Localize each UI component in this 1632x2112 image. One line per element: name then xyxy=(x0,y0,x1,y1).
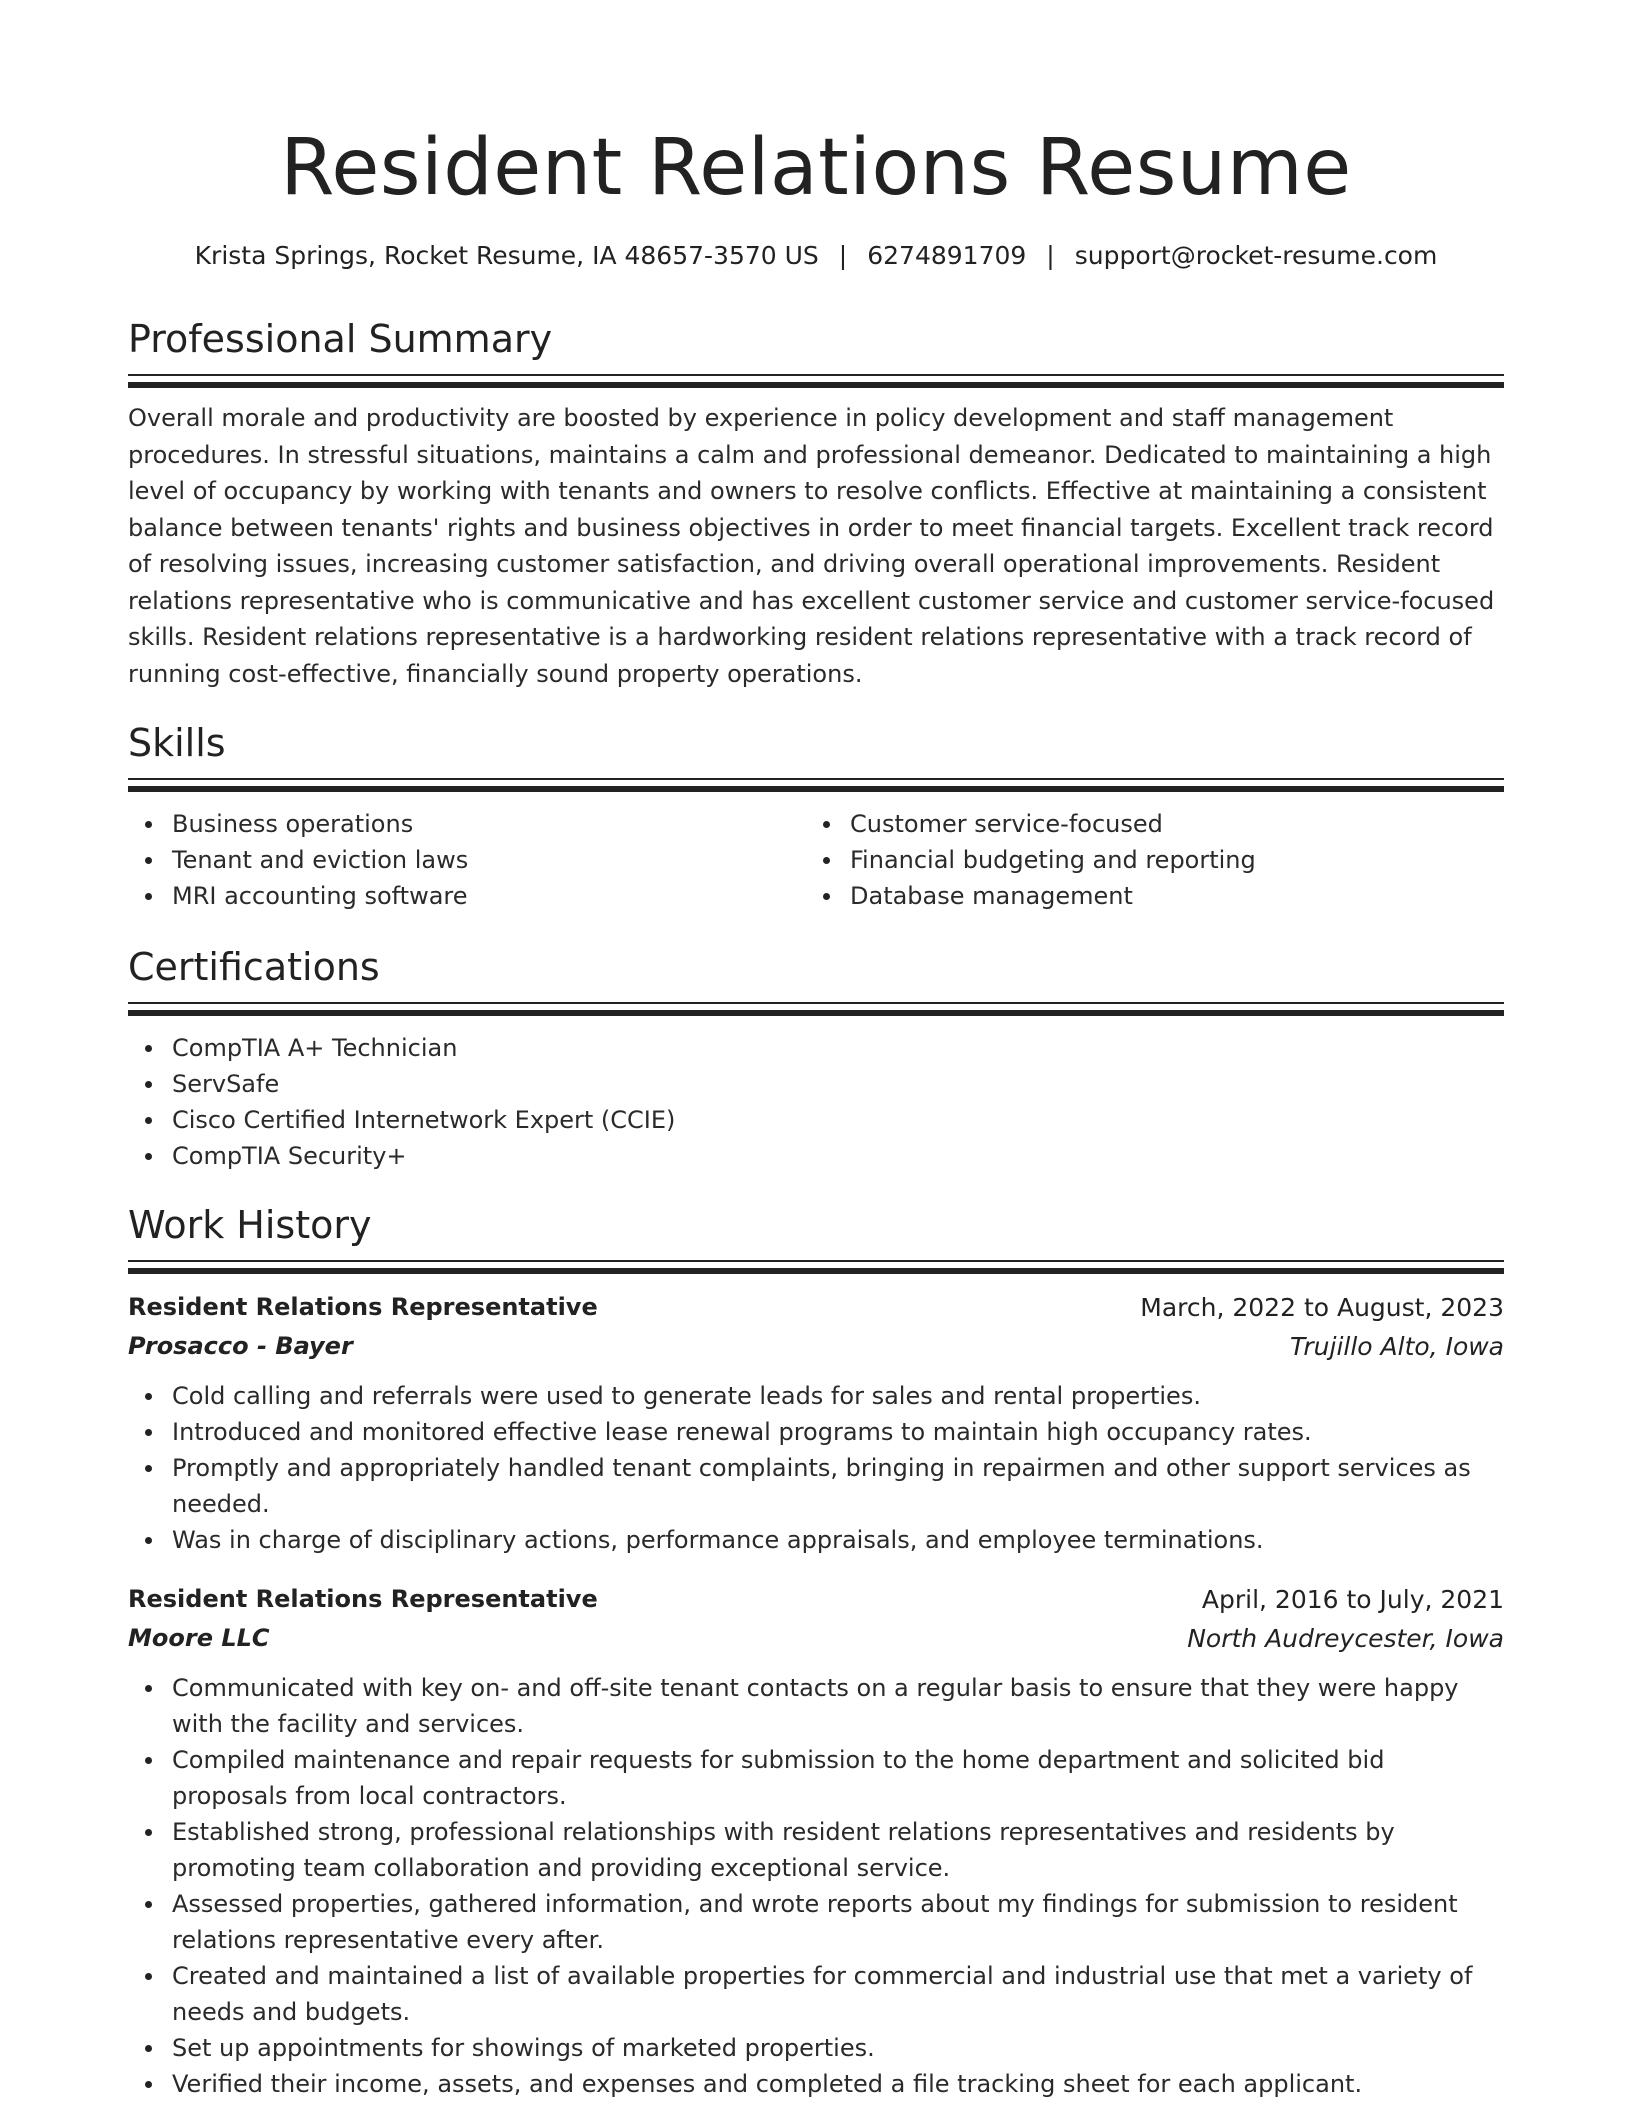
job-duty-item: Verified their income, assets, and expenses and completed a file tracking sheet for each applicant. xyxy=(172,2066,1504,2102)
certification-item: CompTIA Security+ xyxy=(172,1138,1504,1174)
job-duty-item: Set up appointments for showings of marketed properties. xyxy=(172,2030,1504,2066)
section-divider xyxy=(128,374,1504,376)
section-heading-skills: Skills xyxy=(128,721,226,765)
job-entry xyxy=(128,1288,1504,1558)
section-divider xyxy=(128,382,1504,388)
skills-list-right xyxy=(806,806,1484,914)
job-header xyxy=(128,1580,1504,1619)
contact-separator: | xyxy=(1046,241,1055,270)
job-duty-item: Assessed properties, gathered information, and wrote reports about my findings for submission to resident relations representative every after. xyxy=(172,1886,1504,1958)
skill-item: Financial budgeting and reporting xyxy=(850,842,1484,878)
job-duty-item: Communicated with key on- and off-site tenant contacts on a regular basis to ensure that they were happy with the facility and services. xyxy=(172,1670,1504,1742)
section-divider xyxy=(128,1002,1504,1004)
resume-title: Resident Relations Resume xyxy=(280,123,1352,213)
job-duty-item: Compiled maintenance and repair requests for submission to the home department and solicited bid proposals from local contractors. xyxy=(172,1742,1504,1814)
job-duty-item: Established strong, professional relationships with resident relations representatives and residents by promoting team collaboration and providing exceptional service. xyxy=(172,1814,1504,1886)
certifications-list xyxy=(128,1030,1504,1174)
job-subheader xyxy=(128,1619,1504,1658)
job-company: Moore LLC xyxy=(128,1624,270,1652)
job-duty-item: Cold calling and referrals were used to generate leads for sales and rental properties. xyxy=(172,1378,1504,1414)
certification-item: ServSafe xyxy=(172,1066,1504,1102)
certifications-section xyxy=(128,942,1504,1174)
skills-section xyxy=(128,718,1504,914)
job-title: Resident Relations Representative xyxy=(128,1293,598,1321)
section-heading-work-history: Work History xyxy=(128,1203,372,1247)
certification-item: CompTIA A+ Technician xyxy=(172,1030,1504,1066)
section-heading-summary: Professional Summary xyxy=(128,317,553,361)
job-location: North Audreycester, Iowa xyxy=(1187,1624,1504,1653)
work-history-section xyxy=(128,1200,1504,2102)
contact-line xyxy=(128,236,1504,276)
job-duty-item: Was in charge of disciplinary actions, performance appraisals, and employee terminations. xyxy=(172,1522,1504,1558)
skill-item: Database management xyxy=(850,878,1484,914)
job-company: Prosacco - Bayer xyxy=(128,1332,353,1360)
skill-item: Customer service-focused xyxy=(850,806,1484,842)
job-duty-item: Created and maintained a list of available properties for commercial and industrial use that met a variety of needs and budgets. xyxy=(172,1958,1504,2030)
job-dates: April, 2016 to July, 2021 xyxy=(1201,1585,1504,1614)
summary-section xyxy=(128,314,1504,692)
job-entry xyxy=(128,1580,1504,2102)
section-heading-certifications: Certifications xyxy=(128,945,380,989)
contact-address: Krista Springs, Rocket Resume, IA 48657-3570 US xyxy=(194,241,819,270)
job-header xyxy=(128,1288,1504,1327)
job-dates: March, 2022 to August, 2023 xyxy=(1140,1293,1504,1322)
skill-item: Business operations xyxy=(172,806,806,842)
contact-phone: 6274891709 xyxy=(867,241,1027,270)
job-duty-item: Introduced and monitored effective lease renewal programs to maintain high occupancy rates. xyxy=(172,1414,1504,1450)
skill-item: MRI accounting software xyxy=(172,878,806,914)
section-divider xyxy=(128,778,1504,780)
section-divider xyxy=(128,1010,1504,1016)
job-subheader xyxy=(128,1327,1504,1366)
section-divider xyxy=(128,1268,1504,1274)
contact-separator: | xyxy=(838,241,848,270)
certification-item: Cisco Certified Internetwork Expert (CCIE) xyxy=(172,1102,1504,1138)
job-location: Trujillo Alto, Iowa xyxy=(1290,1332,1504,1361)
job-duties-list xyxy=(128,1670,1504,2102)
skill-item: Tenant and eviction laws xyxy=(172,842,806,878)
skills-columns xyxy=(128,792,1504,914)
job-duties-list xyxy=(128,1378,1504,1558)
section-divider xyxy=(128,1260,1504,1262)
summary-text: Overall morale and productivity are boosted by experience in policy development and staff management procedures. In stressful situations, maintains a calm and professional demeanor. Dedicated to maintaining a high level of occupancy by working with tenants and owners to resolve conflicts. Effective at maintaining a consistent balance between tenants' rights and business objectives in order to meet financial targets. Excellent track record of resolving issues, increasing customer satisfaction, and driving overall operational improvements. Resident relations representative who is communicative and has excellent customer service and customer service-focused skills. Resident relations representative is a hardworking resident relations representative with a track record of running cost-effective, financially sound property operations. xyxy=(128,404,1495,688)
job-duty-item: Promptly and appropriately handled tenant complaints, bringing in repairmen and other support services as needed. xyxy=(172,1450,1504,1522)
job-title: Resident Relations Representative xyxy=(128,1585,598,1613)
contact-email: support@rocket-resume.com xyxy=(1074,241,1438,270)
skills-list-left xyxy=(128,806,806,914)
